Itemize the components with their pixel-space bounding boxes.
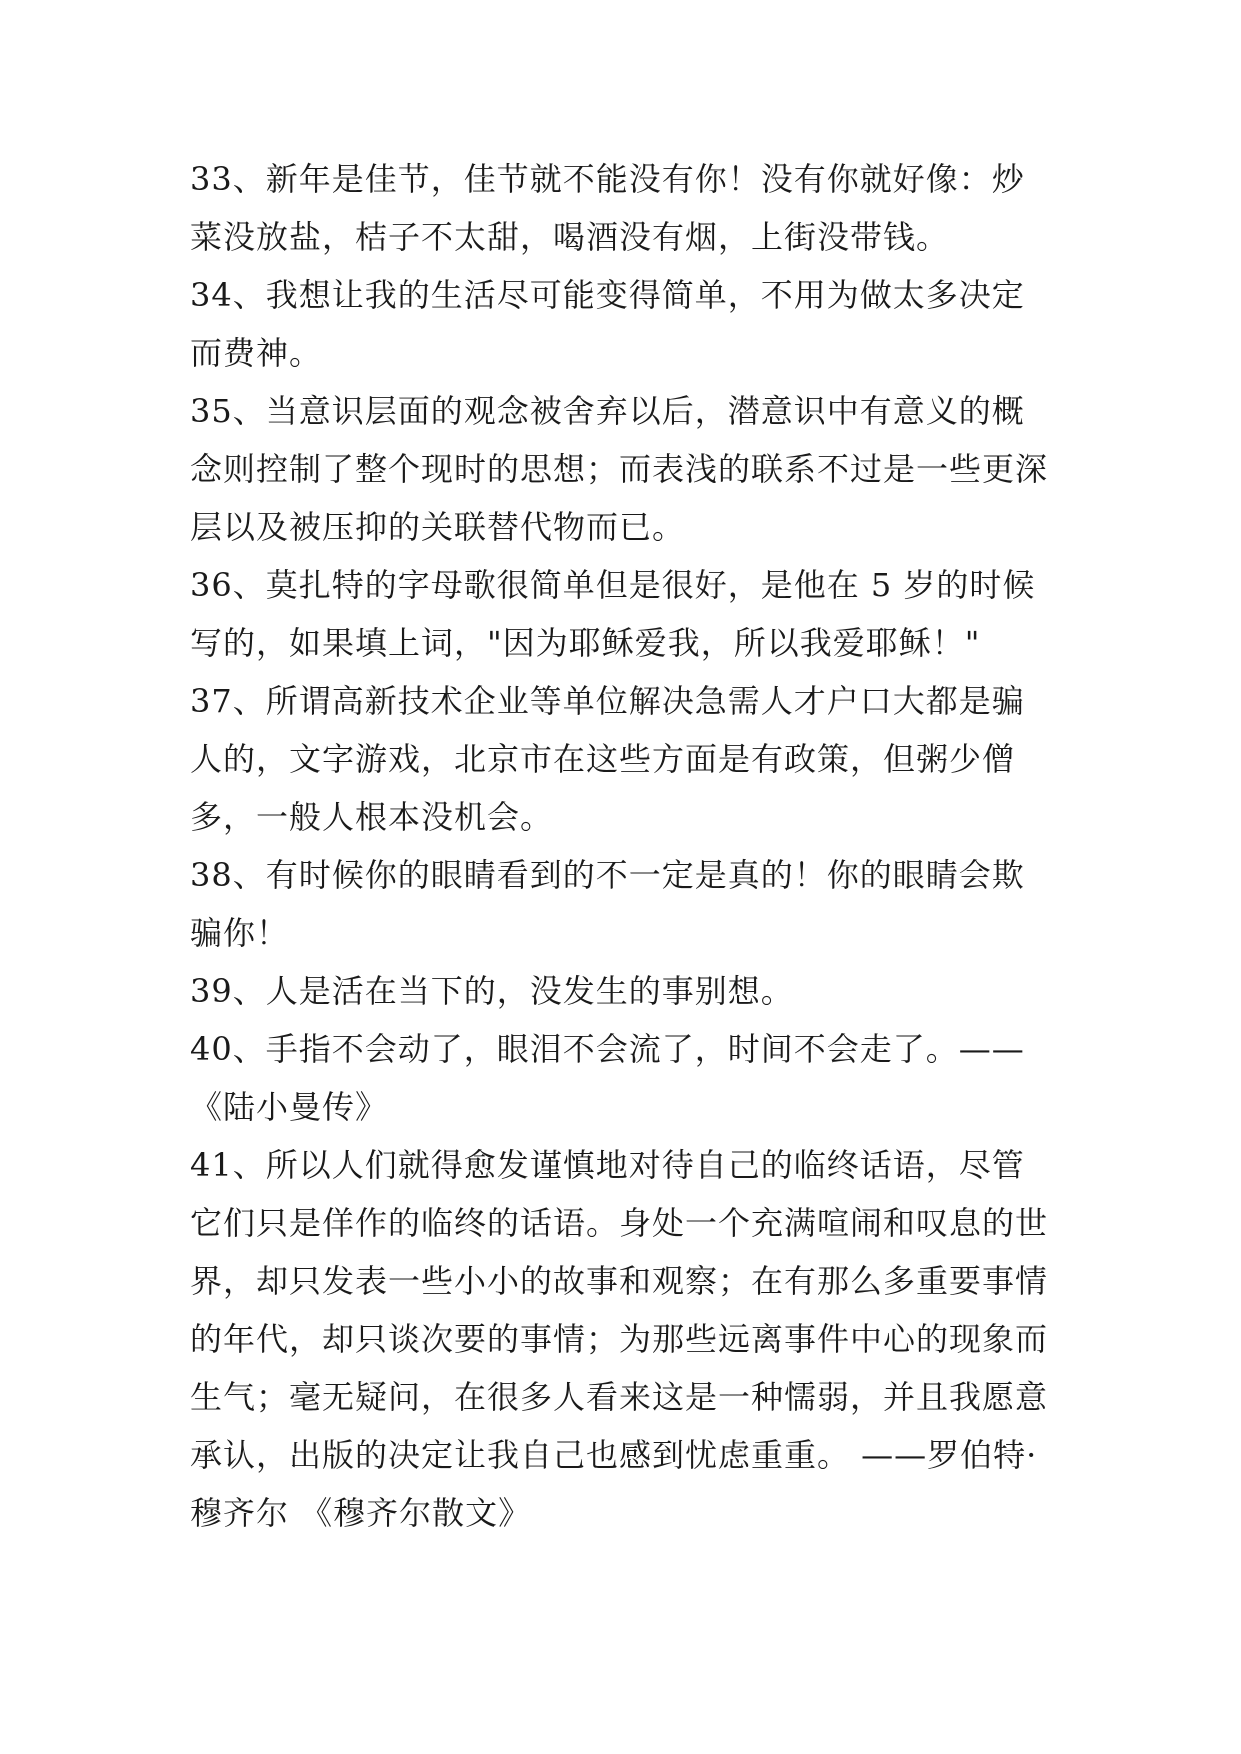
entry-38: 38、有时候你的眼睛看到的不一定是真的！你的眼睛会欺骗你！ bbox=[190, 856, 1025, 952]
entry-41: 41、所以人们就得愈发谨慎地对待自己的临终话语，尽管它们只是佯作的临终的话语。身处一个充满喧闹和叹息的世界，却只发表一些小小的故事和观察；在有那么多重要事情的年代，却只谈次要的事情；为那些远离事件中心的现象而生气；毫无疑问，在很多人看来这是一种懦弱，并且我愿意承认，出版的决定让我自己也感到忧虑重重。 ——罗伯特·穆齐尔 《穆齐尔散文》 bbox=[190, 1146, 1049, 1532]
entry-36: 36、莫扎特的字母歌很简单但是很好，是他在 5 岁的时候写的，如果填上词，"因为耶稣爱我，所以我爱耶稣！" bbox=[190, 566, 1036, 662]
entry-33: 33、新年是佳节，佳节就不能没有你！没有你就好像：炒菜没放盐，桔子不太甜，喝酒没有烟，上街没带钱。 bbox=[190, 160, 1025, 256]
entry-35: 35、当意识层面的观念被舍弃以后，潜意识中有意义的概念则控制了整个现时的思想；而表浅的联系不过是一些更深层以及被压抑的关联替代物而已。 bbox=[190, 392, 1049, 546]
entry-34: 34、我想让我的生活尽可能变得简单，不用为做太多决定而费神。 bbox=[190, 276, 1025, 372]
entry-37: 37、所谓高新技术企业等单位解决急需人才户口大都是骗人的，文字游戏，北京市在这些方面是有政策，但粥少僧多，一般人根本没机会。 bbox=[190, 682, 1025, 836]
document-body bbox=[190, 150, 1055, 1542]
entry-39: 39、人是活在当下的，没发生的事别想。 bbox=[190, 972, 794, 1010]
entry-40: 40、手指不会动了，眼泪不会流了，时间不会走了。——《陆小曼传》 bbox=[190, 1030, 1025, 1126]
